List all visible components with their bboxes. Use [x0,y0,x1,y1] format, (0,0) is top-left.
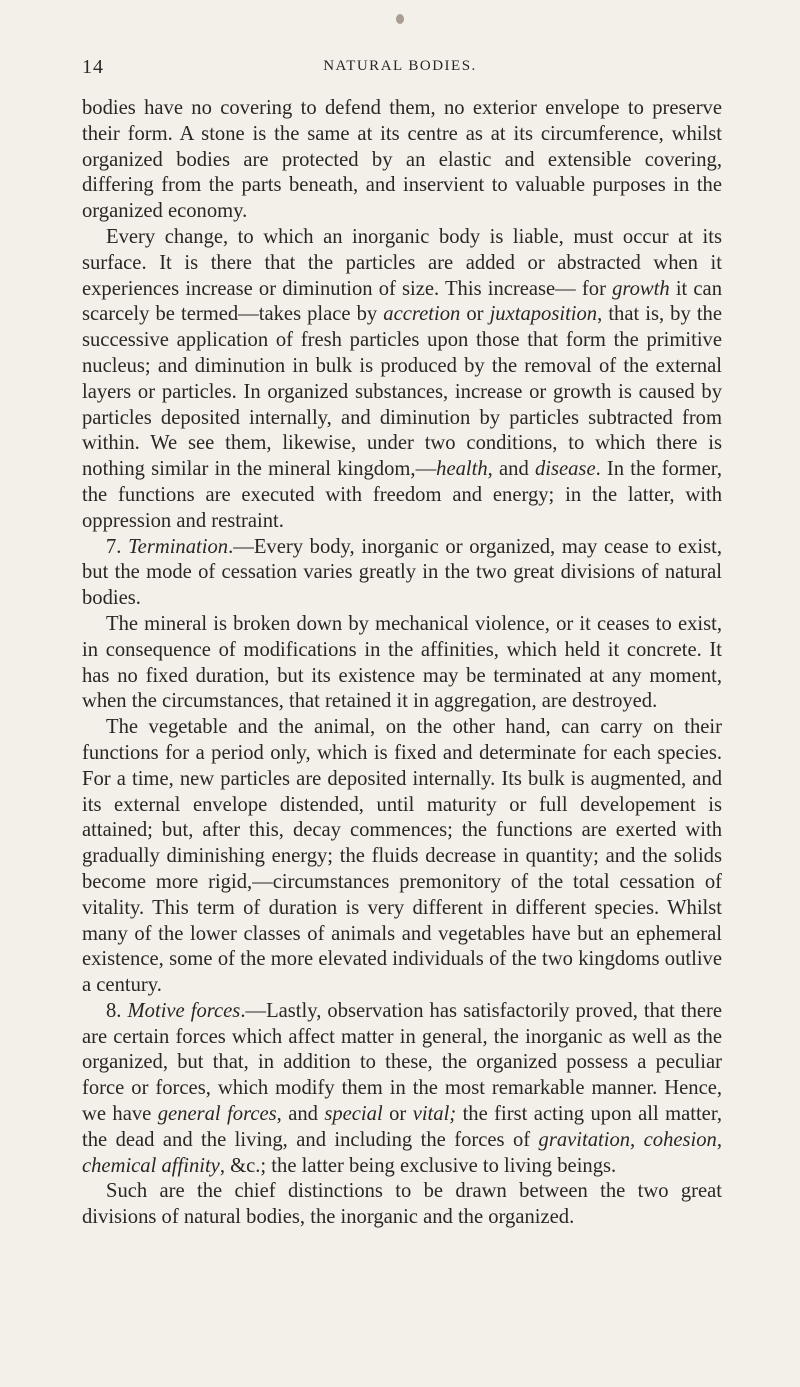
text-run: .—Every body, inorganic or organized, may cease to exist, but the mode of cessation varies greatly in the two great divisions of natural bodies. [82,535,722,610]
text-run: .—Lastly, observation has satisfactorily proved, that there are certain forces which affect matter in general, the inorganic as well as the organized, but that, in addition to these, the organized possess a peculiar force or forces, which modify them in the most remarkable manner. Hence, we have [82,999,723,1126]
text-run: it can scarcely be termed—takes place by [82,277,722,326]
paragraph [82,1179,722,1231]
text-run: , and [276,1103,325,1126]
text-run: Such are the chief distinctions to be drawn between the two great divisions of natural bodies, the inorganic and the organized. [82,1180,722,1229]
italic-term: Motive forces [127,999,241,1022]
italic-term: general forces [157,1103,277,1126]
text-run: , and [487,458,535,481]
paragraph [82,999,722,1180]
text-run: The vegetable and the animal, on the other hand, can carry on their functions for a period only, which is fixed and determinate for each species. For a time, new particles are deposited internally. Its bulk is augmented, and its external envelope distended, until maturity or full developement is attained; but, after this, decay commences; the functions are exerted with gradually diminishing energy; the fluids decrease in quantity; and the solids become more rigid,—circumstances premonitory of the total cessation of vitality. This term of duration is very different in different species. Whilst many of the lower classes of animals and vegetables have but an ephemeral existence, some of the more elevated individuals of the two kingdoms outlive a century. [82,716,722,997]
paragraph [82,96,722,225]
running-head: NATURAL BODIES. [323,58,477,74]
italic-term: juxtaposition [489,303,598,326]
text-run: 8. [106,999,128,1022]
italic-term: gravitation, cohesion, chemical affinity [82,1128,722,1177]
paragraph [82,225,722,535]
paragraph [82,715,722,999]
text-run: , &c.; the latter being exclusive to living beings. [219,1154,617,1177]
page-header [82,56,718,80]
text-run: . In the former, the functions are executed with freedom and energy; in the latter, with oppression and restraint. [82,458,722,532]
italic-term: vital; [412,1103,457,1126]
paragraph [82,612,722,715]
italic-term: disease [534,458,596,481]
italic-term: accretion [383,303,461,326]
text-run: , that is, by the successive application of fresh particles upon those that form the primitive nucleus; and diminution in bulk is produced by the removal of the external layers or particles. In organized substances, increase or growth is caused by particles deposited internally, and diminution by particles subtracted from within. We see them, likewise, under two conditions, to which there is nothing similar in the mineral kingdom,— [82,303,722,481]
body-text [82,96,722,1231]
text-run: 7. [106,535,129,558]
text-run: Every change, to which an inorganic body is liable, must occur at its surface. It is there that the particles are added or abstracted when it experiences increase or diminution of size. This increase— for [82,225,722,300]
text-run: or [382,1103,413,1126]
text-run: the first acting upon all matter, the dead and the living, and including the forces of [82,1103,723,1151]
ink-spot [396,14,404,24]
italic-term: growth [612,277,670,300]
text-run: The mineral is broken down by mechanical violence, or it ceases to exist, in consequence of modifications in the affinities, which held it concrete. It has no fixed duration, but its existence may be terminated at any moment, when the circumstances, that retained it in aggregation, are destroyed. [82,612,722,713]
italic-term: Termination [128,535,229,558]
page-number: 14 [82,56,104,78]
paragraph [82,535,722,612]
italic-term: special [324,1103,383,1126]
text-run: bodies have no covering to defend them, no exterior envelope to preserve their form. A stone is the same at its centre as at its circumference, whilst organized bodies are protected by an elastic and extensible covering, differing from the parts beneath, and inservient to valuable purposes in the organized economy. [82,97,722,223]
italic-term: health [436,458,488,481]
text-run: or [460,303,490,326]
